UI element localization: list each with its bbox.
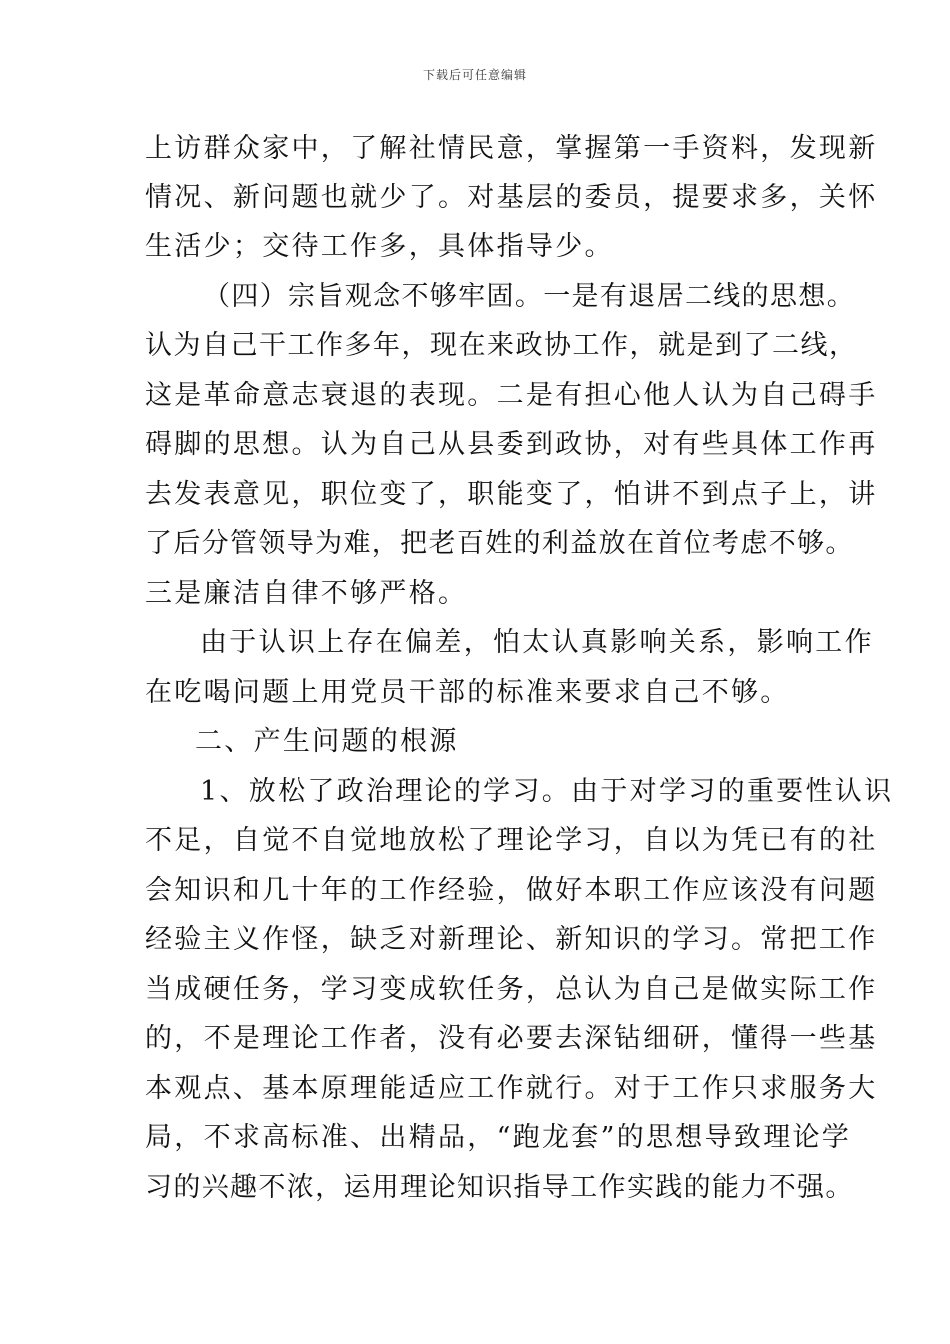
text-line: 碍脚的思想。认为自己从县委到政协，对有些具体工作再: [145, 429, 878, 460]
section-heading: 二、产生问题的根源: [195, 726, 459, 757]
text-line: 去发表意见，职位变了，职能变了，怕讲不到点子上，讲: [145, 479, 878, 510]
text-line: 情况、新问题也就少了。对基层的委员，提要求多，关怀: [145, 182, 878, 213]
text-line: 这是革命意志衰退的表现。二是有担心他人认为自己碍手: [145, 380, 878, 411]
page-header: 下载后可任意编辑: [422, 68, 527, 82]
text-line: 本观点、基本原理能适应工作就行。对于工作只求服务大: [145, 1073, 878, 1104]
text-line: 认为自己干工作多年，现在来政协工作，就是到了二线，: [145, 330, 858, 361]
text-line: 经验主义作怪，缺乏对新理论、新知识的学习。常把工作: [145, 924, 878, 955]
text-line: 在吃喝问题上用党员干部的标准来要求自己不够。: [145, 677, 790, 708]
text-line: 局，不求高标准、出精品，“跑龙套”的思想导致理论学: [145, 1122, 852, 1153]
text-line: 会知识和几十年的工作经验，做好本职工作应该没有问题: [145, 875, 878, 906]
text-line: 生活少；交待工作多，具体指导少。: [145, 231, 614, 262]
text-line: 上访群众家中，了解社情民意，掌握第一手资料，发现新: [145, 133, 878, 164]
text-line: 由于认识上存在偏差，怕太认真影响关系，影响工作: [200, 627, 874, 658]
text-line: 三是廉洁自律不够严格。: [145, 578, 468, 609]
text-line: 习的兴趣不浓，运用理论知识指导工作实践的能力不强。: [145, 1172, 854, 1203]
text-line: 不足，自觉不自觉地放松了理论学习，自以为凭已有的社: [145, 825, 878, 856]
text-line: （四）宗旨观念不够牢固。一是有退居二线的思想。: [203, 281, 856, 312]
text-line: 1、放松了政治理论的学习。由于对学习的重要性认识: [200, 776, 894, 807]
text-line: 了后分管领导为难，把老百姓的利益放在首位考虑不够。: [145, 528, 854, 559]
text-line: 的，不是理论工作者，没有必要去深钻细研，懂得一些基: [145, 1023, 878, 1054]
text-line: 当成硬任务，学习变成软任务，总认为自己是做实际工作: [145, 974, 878, 1005]
